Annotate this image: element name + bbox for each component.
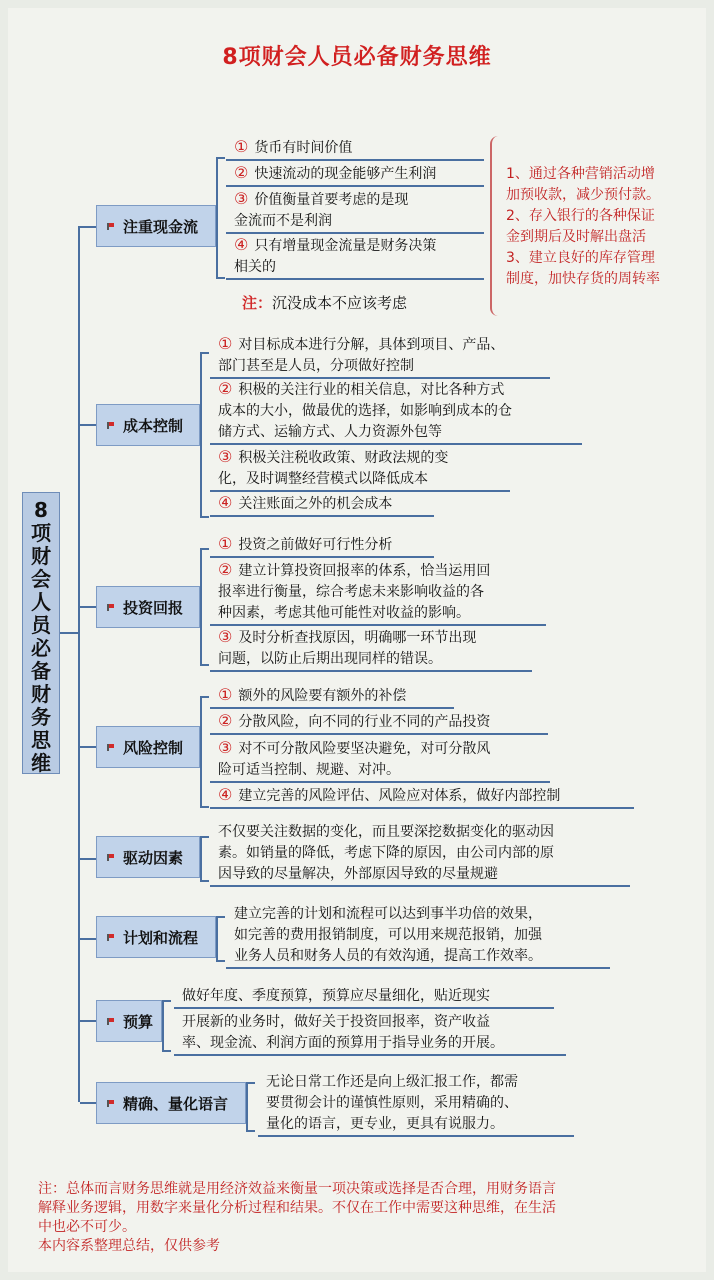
branch-cashflow [96, 205, 216, 247]
root-node [22, 492, 60, 774]
root-char: 财 [31, 682, 51, 706]
side-bracket [490, 136, 504, 316]
cost-item-3: ③ 积极关注税收政策、财政法规的变 化，及时调整经营模式以降低成本 [210, 446, 510, 492]
connector-risk [80, 746, 96, 748]
bracket-risk [200, 696, 209, 808]
flag-icon [107, 1018, 115, 1025]
flag-icon [107, 854, 115, 861]
bracket-cost [200, 352, 209, 518]
branch-invest [96, 586, 200, 628]
cashflow-item-2: ② 快速流动的现金能够产生利润 [226, 162, 484, 187]
bracket-budget [162, 1000, 171, 1052]
invest-item-1: ① 投资之前做好可行性分析 [210, 533, 434, 558]
invest-item-3: ③ 及时分析查找原因，明确哪一环节出现 问题，以防止后期出现同样的错误。 [210, 626, 532, 672]
root-char: 务 [31, 705, 51, 729]
root-char: 维 [31, 751, 51, 775]
connector-precise [80, 1102, 96, 1104]
connector-invest [80, 606, 96, 608]
branch-budget [96, 1000, 162, 1042]
cost-item-1: ① 对目标成本进行分解，具体到项目、产品、 部门甚至是人员，分项做好控制 [210, 333, 550, 379]
branch-label: 预算 [123, 1012, 154, 1031]
plan-text: 建立完善的计划和流程可以达到事半功倍的效果， 如完善的费用报销制度，可以用来规范报销，加强 业务人员和财务人员的有效沟通，提高工作效率。 [226, 904, 610, 969]
root-connector [60, 632, 80, 634]
connector-cost [80, 424, 96, 426]
branch-label: 风险控制 [123, 738, 184, 757]
driver-text: 不仅要关注数据的变化，而且要深挖数据变化的驱动因 素。如销量的降低，考虑下降的原因，由公司内部的原 因导致的尽量解决，外部原因导致的尽量规避 [210, 822, 630, 887]
branch-precise [96, 1082, 246, 1124]
flag-icon [107, 604, 115, 611]
cashflow-item-3: ③ 价值衡量首要考虑的是现 金流而不是利润 [226, 188, 484, 234]
risk-item-4: ④ 建立完善的风险评估、风险应对体系，做好内部控制 [210, 784, 634, 809]
root-char: 必 [31, 636, 51, 660]
root-char: 人 [31, 590, 51, 614]
branch-label: 计划和流程 [123, 928, 199, 947]
risk-item-3: ③ 对不可分散风险要坚决避免，对可分散风 险可适当控制、规避、对冲。 [210, 737, 550, 783]
branch-driver [96, 836, 200, 878]
budget-item-1: 做好年度、季度预算，预算应尽量细化，贴近现实 [174, 986, 554, 1009]
bracket-precise [246, 1082, 255, 1132]
branch-label: 注重现金流 [123, 217, 199, 236]
risk-item-1: ① 额外的风险要有额外的补偿 [210, 684, 454, 709]
flag-icon [107, 1100, 115, 1107]
cashflow-side-notes: 1、通过各种营销活动增 加预收款，减少预付款。 2、存入银行的各种保证 金到期后及时解出盘活 3、建立良好的库存管理 制度，加快存货的周转率 [506, 166, 660, 287]
branch-risk [96, 726, 200, 768]
invest-item-2: ② 建立计算投资回报率的体系，恰当运用回 报率进行衡量，综合考虑未来影响收益的各 种因素，考虑其他可能性对收益的影响。 [210, 559, 546, 626]
root-char: 思 [31, 728, 51, 752]
connector-driver [80, 858, 96, 860]
branch-plan [96, 916, 216, 958]
branch-label: 成本控制 [123, 416, 184, 435]
flag-icon [107, 223, 115, 230]
bracket-cashflow [216, 157, 225, 279]
connector-plan [80, 938, 96, 940]
cost-item-4: ④ 关注账面之外的机会成本 [210, 492, 434, 517]
bracket-invest [200, 548, 209, 666]
budget-item-2: 开展新的业务时，做好关于投资回报率，资产收益 率、现金流、利润方面的预算用于指导业务的开展。 [174, 1012, 566, 1056]
bracket-driver [200, 836, 209, 882]
cost-item-2: ② 积极的关注行业的相关信息，对比各种方式 成本的大小，做最优的选择，如影响到成本的仓 储方式、运输方式、人力资源外包等 [210, 378, 582, 445]
bracket-plan [216, 916, 225, 962]
footer-note: 注：总体而言财务思维就是用经济效益来衡量一项决策或选择是否合理，用财务语言 解释业务逻辑，用数字来量化分析过程和结果。不仅在工作中需要这种思维，在生活 中也必不可少。 本内容系整理总结，仅供参考 [38, 1181, 556, 1254]
trunk-line [78, 226, 80, 1102]
branch-label: 投资回报 [123, 598, 184, 617]
flag-icon [107, 422, 115, 429]
branch-label: 精确、量化语言 [123, 1094, 229, 1113]
page-title: 8项财会人员必备财务思维 [222, 45, 492, 70]
connector-budget [80, 1020, 96, 1022]
flag-icon [107, 934, 115, 941]
root-char: 项 [31, 521, 51, 545]
root-char: 财 [31, 544, 51, 568]
cashflow-item-4: ④ 只有增量现金流量是财务决策 相关的 [226, 234, 484, 280]
risk-item-2: ② 分散风险，向不同的行业不同的产品投资 [210, 710, 548, 735]
cashflow-item-1: ① 货币有时间价值 [226, 136, 484, 161]
root-char: 会 [31, 567, 51, 591]
flag-icon [107, 744, 115, 751]
root-char: 8 [34, 498, 48, 522]
branch-label: 驱动因素 [123, 848, 184, 867]
connector-cashflow [80, 226, 96, 228]
cashflow-note: 注：沉没成本不应该考虑 [242, 294, 408, 312]
root-char: 备 [31, 659, 51, 683]
branch-cost [96, 404, 200, 446]
precise-text: 无论日常工作还是向上级汇报工作，都需 要贯彻会计的谨慎性原则，采用精确的、 量化的语言，更专业，更具有说服力。 [258, 1072, 574, 1137]
root-char: 员 [31, 613, 51, 637]
